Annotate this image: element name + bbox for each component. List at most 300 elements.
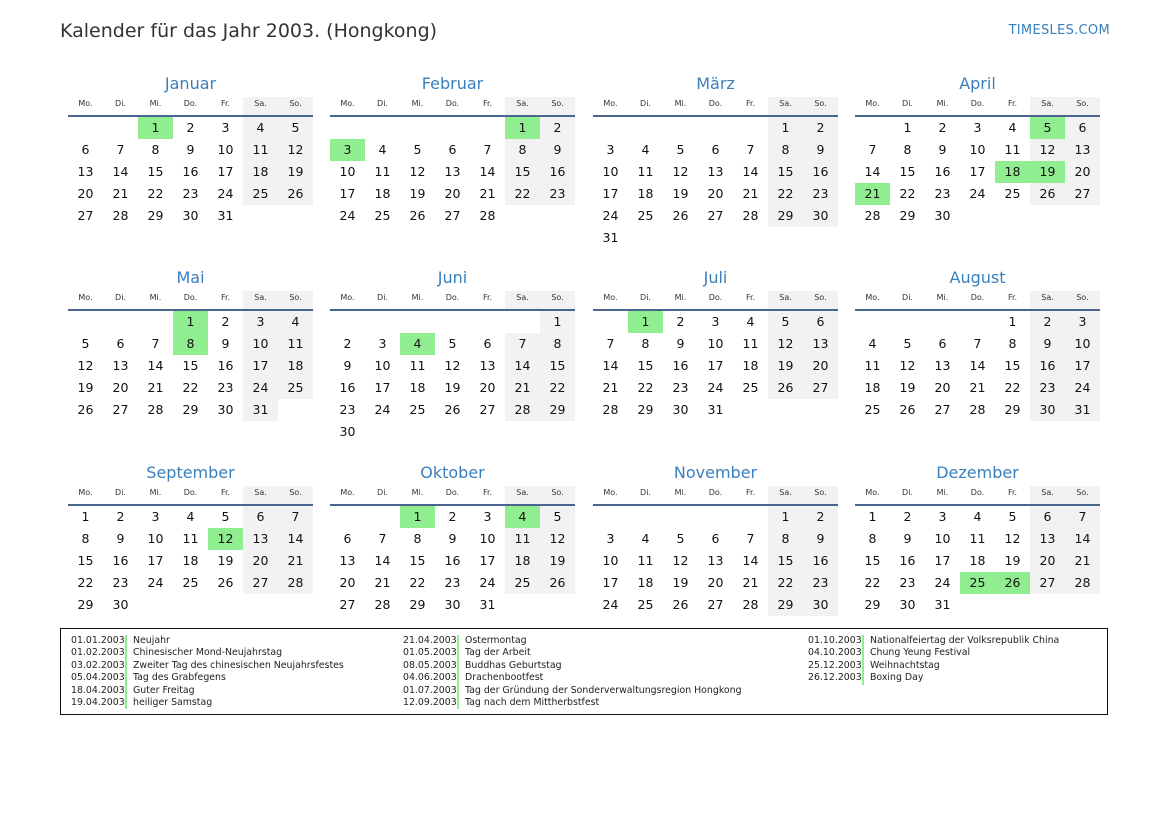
holiday-name: Nationalfeiertag der Volksrepublik China <box>870 635 1060 646</box>
day-cell: 26 <box>217 575 234 590</box>
weekday-label: Fr. <box>1007 488 1018 497</box>
empty-cell <box>365 506 400 528</box>
month-block <box>68 267 313 421</box>
holiday-date: 19.04.2003 <box>71 697 127 709</box>
day-cell: 4 <box>1008 120 1017 135</box>
day-cell: 18 <box>182 553 199 568</box>
day-cell: 11 <box>637 553 654 568</box>
empty-cell <box>890 311 925 333</box>
day-cell: 19 <box>409 186 426 201</box>
day-cell: 12 <box>444 358 461 373</box>
day-cell: 29 <box>409 597 426 612</box>
empty-cell <box>925 311 960 333</box>
weekday-header <box>68 291 313 311</box>
holiday-row <box>403 635 742 647</box>
day-cell: 6 <box>803 311 838 333</box>
day-cell: 27 <box>243 572 278 594</box>
day-cell: 31 <box>1065 399 1100 421</box>
day-cell: 8 <box>151 142 160 157</box>
day-cell: 22 <box>768 572 803 594</box>
day-cell: 14 <box>479 164 496 179</box>
holiday-name: Zweiter Tag des chinesischen Neujahrsfestes <box>133 659 344 671</box>
day-cell: 11 <box>409 358 426 373</box>
holiday-row <box>71 697 344 709</box>
day-cell: 5 <box>1008 509 1017 524</box>
day-cell: 15 <box>864 553 881 568</box>
day-cell: 27 <box>479 402 496 417</box>
day-cell: 10 <box>602 164 619 179</box>
day-cell: 14 <box>505 355 540 377</box>
holiday-name: Tag der Arbeit <box>465 647 531 659</box>
holiday-date: 01.05.2003 <box>403 647 459 659</box>
holiday-day-cell: 1 <box>505 117 540 139</box>
day-cell: 19 <box>77 380 94 395</box>
day-cell: 14 <box>864 164 881 179</box>
weekday-label: Sa. <box>505 97 540 115</box>
day-cell: 29 <box>768 594 803 616</box>
day-cell: 13 <box>112 358 129 373</box>
day-cell: 19 <box>672 575 689 590</box>
day-cell: 24 <box>934 575 951 590</box>
day-cell: 7 <box>151 336 160 351</box>
day-cell: 19 <box>672 186 689 201</box>
day-cell: 23 <box>672 380 689 395</box>
day-cell: 7 <box>278 506 313 528</box>
day-cell: 4 <box>746 314 755 329</box>
holiday-row <box>403 647 742 659</box>
day-cell: 18 <box>243 161 278 183</box>
day-cell: 16 <box>803 550 838 572</box>
holiday-date: 26.12.2003 <box>808 672 864 684</box>
day-cell: 28 <box>278 572 313 594</box>
day-cell: 13 <box>339 553 356 568</box>
day-cell: 26 <box>768 377 803 399</box>
day-cell: 17 <box>934 553 951 568</box>
day-cell: 5 <box>413 142 422 157</box>
day-cell: 26 <box>278 183 313 205</box>
day-cell: 22 <box>77 575 94 590</box>
weekday-label: Mi. <box>936 293 949 302</box>
weekday-label: Mi. <box>411 293 424 302</box>
day-cell: 24 <box>602 597 619 612</box>
holiday-name: Buddhas Geburtstag <box>465 659 562 671</box>
day-cell: 16 <box>444 553 461 568</box>
weekday-label: So. <box>1065 486 1100 504</box>
weekday-label: Mo. <box>78 99 93 108</box>
day-cell: 20 <box>934 380 951 395</box>
day-cell: 1 <box>81 509 90 524</box>
weekday-label: Fr. <box>745 99 756 108</box>
holiday-row <box>71 660 344 672</box>
day-cell: 16 <box>1030 355 1065 377</box>
weekday-label: So. <box>803 291 838 309</box>
weekday-label: Di. <box>115 293 126 302</box>
day-cell: 7 <box>116 142 125 157</box>
weekday-label: Sa. <box>243 486 278 504</box>
day-cell: 5 <box>676 531 685 546</box>
weekday-label: Sa. <box>768 97 803 115</box>
day-cell: 10 <box>602 553 619 568</box>
day-cell: 16 <box>803 161 838 183</box>
holiday-row <box>808 660 1059 672</box>
day-cell: 9 <box>116 531 125 546</box>
day-cell: 21 <box>1065 550 1100 572</box>
weekday-label: Mi. <box>936 488 949 497</box>
weekday-label: Mi. <box>411 488 424 497</box>
day-cell: 12 <box>768 333 803 355</box>
month-name: September <box>146 463 235 482</box>
holiday-day-cell: 8 <box>173 333 208 355</box>
weekday-label: Sa. <box>243 291 278 309</box>
day-cell: 24 <box>217 186 234 201</box>
day-cell: 30 <box>444 597 461 612</box>
weekday-label: Do. <box>970 488 985 497</box>
holiday-day-cell: 1 <box>138 117 173 139</box>
holiday-day-cell: 19 <box>1030 161 1065 183</box>
day-cell: 4 <box>378 142 387 157</box>
weekday-label: Fr. <box>1007 99 1018 108</box>
day-cell: 16 <box>112 553 129 568</box>
weekday-label: Do. <box>445 99 460 108</box>
holiday-row <box>403 660 742 672</box>
day-cell: 17 <box>217 164 234 179</box>
holiday-date: 01.02.2003 <box>71 647 127 659</box>
day-cell: 2 <box>540 117 575 139</box>
day-cell: 21 <box>602 380 619 395</box>
month-name: November <box>673 463 758 482</box>
day-cell: 6 <box>81 142 90 157</box>
weekday-label: Di. <box>115 99 126 108</box>
empty-cell <box>628 117 663 139</box>
holiday-day-cell: 18 <box>995 161 1030 183</box>
empty-cell <box>663 506 698 528</box>
day-cell: 25 <box>637 597 654 612</box>
day-cell: 8 <box>413 531 422 546</box>
day-cell: 1 <box>768 506 803 528</box>
day-cell: 3 <box>606 142 615 157</box>
day-cell: 18 <box>409 380 426 395</box>
holiday-row <box>71 685 344 697</box>
day-cell: 7 <box>973 336 982 351</box>
weekday-label: Sa. <box>1030 291 1065 309</box>
month-block <box>68 462 313 616</box>
day-cell: 13 <box>1065 139 1100 161</box>
day-cell: 22 <box>147 186 164 201</box>
month-name: Dezember <box>936 463 1019 482</box>
holiday-name: Tag der Gründung der Sonderverwaltungsregion Hongkong <box>465 684 742 696</box>
day-cell: 27 <box>1030 572 1065 594</box>
day-cell: 20 <box>707 575 724 590</box>
weekday-label: So. <box>540 486 575 504</box>
day-cell: 8 <box>768 139 803 161</box>
day-cell: 12 <box>77 358 94 373</box>
day-grid <box>855 311 1100 421</box>
weekday-label: Di. <box>115 488 126 497</box>
day-cell: 17 <box>707 358 724 373</box>
holiday-name: Chinesischer Mond-Neujahrstag <box>133 647 283 659</box>
month-name: Januar <box>164 74 217 93</box>
holiday-name: Boxing Day <box>870 672 924 684</box>
day-cell: 18 <box>864 380 881 395</box>
weekday-header <box>330 486 575 506</box>
day-cell: 15 <box>409 553 426 568</box>
day-cell: 29 <box>182 402 199 417</box>
day-cell: 9 <box>803 139 838 161</box>
day-cell: 25 <box>505 572 540 594</box>
day-cell: 4 <box>641 142 650 157</box>
empty-cell <box>68 311 103 333</box>
month-name: August <box>949 268 1006 287</box>
day-cell: 5 <box>903 336 912 351</box>
holiday-date: 04.06.2003 <box>403 672 459 684</box>
weekday-label: Mo. <box>865 488 880 497</box>
day-cell: 14 <box>742 164 759 179</box>
holiday-date: 12.09.2003 <box>403 697 459 709</box>
holiday-date: 18.04.2003 <box>71 685 127 697</box>
day-cell: 28 <box>479 208 496 223</box>
day-cell: 27 <box>77 208 94 223</box>
day-cell: 29 <box>540 399 575 421</box>
day-cell: 23 <box>182 186 199 201</box>
day-grid <box>68 117 313 227</box>
holiday-day-cell: 26 <box>995 572 1030 594</box>
day-cell: 3 <box>973 120 982 135</box>
day-cell: 18 <box>505 550 540 572</box>
weekday-label: Fr. <box>220 293 231 302</box>
holiday-row <box>71 672 344 684</box>
day-cell: 29 <box>637 402 654 417</box>
day-cell: 15 <box>768 550 803 572</box>
day-cell: 22 <box>864 575 881 590</box>
weekday-label: Fr. <box>745 488 756 497</box>
day-cell: 10 <box>374 358 391 373</box>
holiday-day-cell: 4 <box>400 333 435 355</box>
day-cell: 20 <box>479 380 496 395</box>
day-cell: 25 <box>243 183 278 205</box>
day-cell: 9 <box>1030 333 1065 355</box>
weekday-header <box>330 291 575 311</box>
day-cell: 5 <box>676 142 685 157</box>
day-cell: 3 <box>938 509 947 524</box>
empty-cell <box>698 506 733 528</box>
holiday-date: 04.10.2003 <box>808 647 864 659</box>
day-cell: 1 <box>768 117 803 139</box>
day-cell: 13 <box>1030 528 1065 550</box>
day-cell: 5 <box>81 336 90 351</box>
day-cell: 27 <box>707 597 724 612</box>
day-cell: 2 <box>903 509 912 524</box>
day-cell: 24 <box>374 402 391 417</box>
month-block <box>330 73 575 227</box>
day-cell: 13 <box>934 358 951 373</box>
day-cell: 6 <box>1030 506 1065 528</box>
day-cell: 14 <box>742 553 759 568</box>
day-cell: 26 <box>77 402 94 417</box>
day-cell: 25 <box>637 208 654 223</box>
day-cell: 28 <box>742 208 759 223</box>
day-cell: 25 <box>278 377 313 399</box>
holiday-date: 05.04.2003 <box>71 672 127 684</box>
day-cell: 8 <box>868 531 877 546</box>
holiday-day-cell: 1 <box>400 506 435 528</box>
page-title: Kalender für das Jahr 2003. (Hongkong) <box>60 20 438 42</box>
weekday-label: Mi. <box>149 99 162 108</box>
day-cell: 14 <box>602 358 619 373</box>
weekday-header <box>855 97 1100 117</box>
day-cell: 14 <box>147 358 164 373</box>
empty-cell <box>663 117 698 139</box>
day-cell: 24 <box>602 208 619 223</box>
weekday-label: Di. <box>902 488 913 497</box>
day-cell: 31 <box>479 597 496 612</box>
day-cell: 1 <box>868 509 877 524</box>
day-cell: 12 <box>540 528 575 550</box>
day-cell: 6 <box>938 336 947 351</box>
weekday-label: So. <box>1065 291 1100 309</box>
day-cell: 6 <box>711 142 720 157</box>
empty-cell <box>400 311 435 333</box>
weekday-label: Sa. <box>243 97 278 115</box>
weekday-label: Mi. <box>674 488 687 497</box>
day-cell: 13 <box>707 164 724 179</box>
weekday-header <box>855 291 1100 311</box>
day-cell: 9 <box>803 528 838 550</box>
empty-cell <box>855 117 890 139</box>
day-cell: 6 <box>343 531 352 546</box>
day-cell: 31 <box>934 597 951 612</box>
holiday-day-cell: 21 <box>855 183 890 205</box>
month-block <box>593 462 838 616</box>
day-grid <box>593 506 838 616</box>
holiday-column <box>403 635 742 709</box>
day-cell: 13 <box>479 358 496 373</box>
holiday-day-cell: 4 <box>505 506 540 528</box>
empty-cell <box>593 311 628 333</box>
day-cell: 26 <box>1030 183 1065 205</box>
day-cell: 21 <box>147 380 164 395</box>
weekday-header <box>593 291 838 311</box>
day-cell: 14 <box>278 528 313 550</box>
day-cell: 24 <box>243 377 278 399</box>
weekday-label: Mi. <box>149 293 162 302</box>
empty-cell <box>365 117 400 139</box>
month-block <box>330 267 575 443</box>
day-cell: 4 <box>973 509 982 524</box>
weekday-label: Mi. <box>936 99 949 108</box>
weekday-label: Mo. <box>865 293 880 302</box>
day-cell: 7 <box>868 142 877 157</box>
day-cell: 27 <box>803 377 838 399</box>
day-cell: 19 <box>1004 553 1021 568</box>
day-cell: 7 <box>1065 506 1100 528</box>
day-cell: 15 <box>182 358 199 373</box>
day-cell: 24 <box>147 575 164 590</box>
day-cell: 15 <box>540 355 575 377</box>
day-cell: 17 <box>479 553 496 568</box>
day-cell: 9 <box>221 336 230 351</box>
holiday-date: 25.12.2003 <box>808 660 864 672</box>
weekday-label: Mo. <box>340 488 355 497</box>
day-grid <box>593 117 838 249</box>
day-cell: 15 <box>505 161 540 183</box>
holiday-day-cell: 5 <box>1030 117 1065 139</box>
weekday-label: Di. <box>902 99 913 108</box>
holiday-name: Neujahr <box>133 635 170 646</box>
day-cell: 5 <box>278 117 313 139</box>
day-cell: 20 <box>707 186 724 201</box>
day-cell: 10 <box>217 142 234 157</box>
day-cell: 23 <box>217 380 234 395</box>
day-cell: 25 <box>1004 186 1021 201</box>
day-cell: 6 <box>483 336 492 351</box>
day-cell: 21 <box>278 550 313 572</box>
day-cell: 7 <box>746 142 755 157</box>
day-cell: 2 <box>221 314 230 329</box>
day-grid <box>68 311 313 421</box>
day-cell: 1 <box>1008 314 1017 329</box>
day-cell: 24 <box>339 208 356 223</box>
day-cell: 3 <box>606 531 615 546</box>
day-cell: 19 <box>540 550 575 572</box>
day-cell: 4 <box>868 336 877 351</box>
day-cell: 23 <box>112 575 129 590</box>
weekday-label: Mo. <box>603 488 618 497</box>
day-cell: 26 <box>672 208 689 223</box>
day-cell: 11 <box>742 336 759 351</box>
day-cell: 26 <box>899 402 916 417</box>
weekday-header <box>593 97 838 117</box>
day-cell: 30 <box>934 208 951 223</box>
day-cell: 27 <box>444 208 461 223</box>
day-cell: 30 <box>339 424 356 439</box>
day-cell: 22 <box>182 380 199 395</box>
day-cell: 4 <box>243 117 278 139</box>
weekday-label: Mo. <box>865 99 880 108</box>
day-cell: 12 <box>278 139 313 161</box>
day-cell: 7 <box>606 336 615 351</box>
day-cell: 3 <box>221 120 230 135</box>
site-link[interactable]: TIMESLES.COM <box>1008 23 1110 38</box>
day-cell: 6 <box>116 336 125 351</box>
weekday-label: Fr. <box>1007 293 1018 302</box>
day-cell: 25 <box>409 402 426 417</box>
month-block <box>330 462 575 616</box>
month-name: März <box>696 74 735 93</box>
month-block <box>593 73 838 249</box>
day-cell: 10 <box>1065 333 1100 355</box>
day-cell: 19 <box>768 355 803 377</box>
month-block <box>593 267 838 421</box>
day-cell: 21 <box>505 377 540 399</box>
day-cell: 4 <box>186 509 195 524</box>
day-cell: 18 <box>637 186 654 201</box>
holiday-day-cell: 12 <box>208 528 243 550</box>
day-cell: 13 <box>77 164 94 179</box>
day-cell: 12 <box>1004 531 1021 546</box>
day-cell: 10 <box>969 142 986 157</box>
weekday-label: Do. <box>708 488 723 497</box>
holiday-row <box>71 635 344 647</box>
holiday-date: 01.10.2003 <box>808 635 864 647</box>
holiday-row <box>808 635 1059 647</box>
day-cell: 24 <box>969 186 986 201</box>
day-cell: 4 <box>278 311 313 333</box>
day-cell: 15 <box>147 164 164 179</box>
day-cell: 21 <box>742 575 759 590</box>
day-cell: 29 <box>77 597 94 612</box>
holiday-name: Chung Yeung Festival <box>870 647 971 659</box>
weekday-label: So. <box>278 97 313 115</box>
